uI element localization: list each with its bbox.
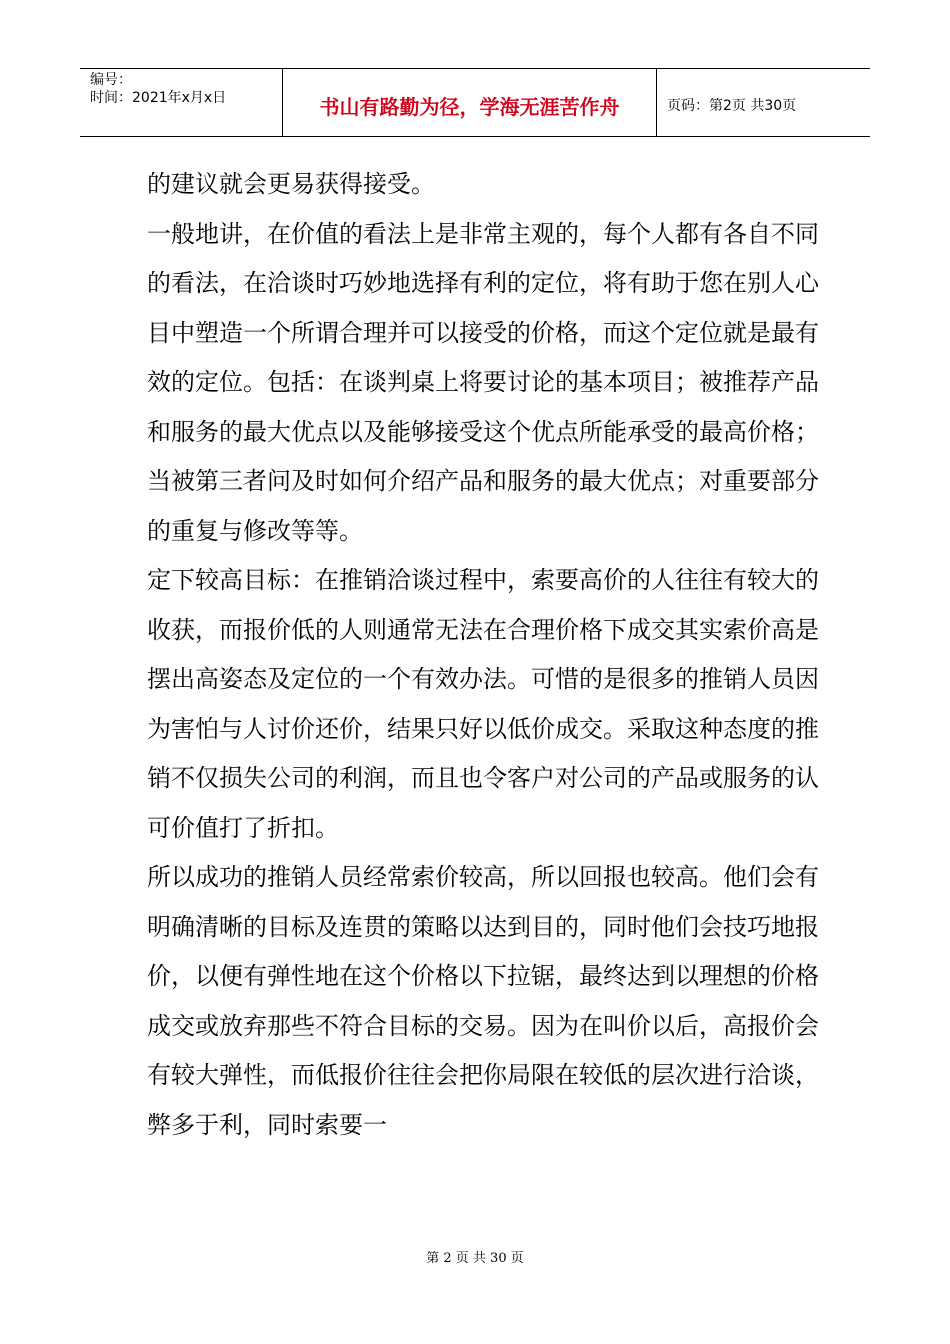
- header-page-info: 页码：第2页 共30页: [667, 97, 797, 114]
- document-time-label: 时间：2021年x月x日: [90, 90, 227, 106]
- document-body: [147, 160, 827, 1150]
- paragraph-4: 所以成功的推销人员经常索价较高，所以回报也较高。他们会有明确清晰的目标及连贯的策略以达到目的，同时他们会技巧地报价，以便有弹性地在这个价格以下拉锯，最终达到以理想的价格成交或放弃那些不符合目标的交易。因为在叫价以后，高报价会有较大弹性，而低报价往往会把你局限在较低的层次进行洽谈，弊多于利，同时索要一: [147, 863, 819, 1139]
- document-header: [80, 68, 870, 137]
- page-footer: 第 2 页 共 30 页: [426, 1251, 524, 1266]
- header-motto: 书山有路勤为径，学海无涯苦作舟: [283, 69, 657, 136]
- paragraph-3: 定下较高目标：在推销洽谈过程中，索要高价的人往往有较大的收获，而报价低的人则通常无法在合理价格下成交其实索价高是摆出高姿态及定位的一个有效办法。可惜的是很多的推销人员因为害怕与人讨价还价，结果只好以低价成交。采取这种态度的推销不仅损失公司的利润，而且也令客户对公司的产品或服务的认可价值打了折扣。: [147, 566, 819, 842]
- document-number-label: 编号：: [90, 72, 132, 88]
- paragraph-1: 的建议就会更易获得接受。: [147, 170, 435, 198]
- header-meta-cell: [80, 69, 283, 136]
- paragraph-2: 一般地讲，在价值的看法上是非常主观的，每个人都有各自不同的看法，在洽谈时巧妙地选择有利的定位，将有助于您在别人心目中塑造一个所谓合理并可以接受的价格，而这个定位就是最有效的定位。包括：在谈判桌上将要讨论的基本项目；被推荐产品和服务的最大优点以及能够接受这个优点所能承受的最高价格；当被第三者问及时如何介绍产品和服务的最大优点；对重要部分的重复与修改等等。: [147, 219, 819, 545]
